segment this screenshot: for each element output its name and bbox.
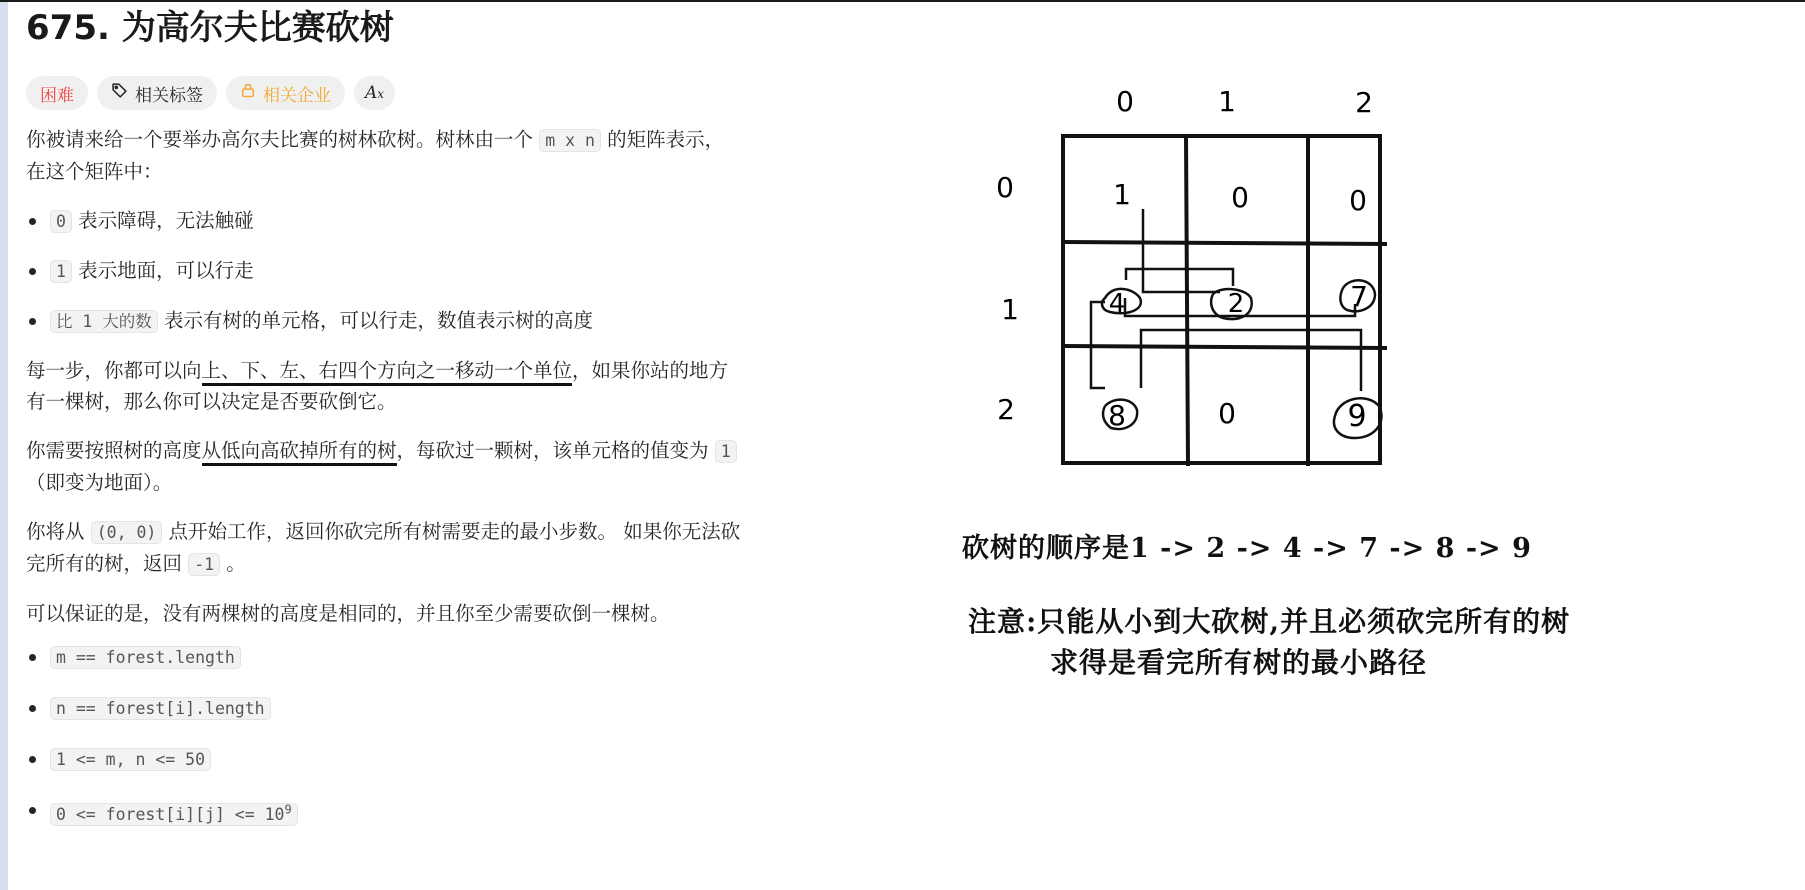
cell-value: 0 [1218,397,1236,430]
constraint-item: 0 <= forest[i][j] <= $10^9$ [26,794,746,830]
col-label: 1 [1218,85,1236,118]
cell-value: 7 [1350,280,1368,313]
related-companies-button[interactable] [226,76,345,110]
constraint-note-line1: 注意:只能从小到大砍树,并且必须砍完所有的树 [968,605,1571,638]
left-rail [0,0,8,890]
underlined-annotation: 从低向高砍掉所有的树 [202,439,397,466]
constraint-item: n == forest[i].length [26,692,746,724]
lock-icon [240,82,256,104]
constraint-item: m == forest.length [26,641,746,673]
difficulty-label: 困难 [40,85,74,106]
rule-item: 比 1 大的数 表示有树的单元格，可以行走，数值表示树的高度 [26,305,746,337]
cell-value: 4 [1108,289,1126,319]
inline-code: m x n [539,129,601,152]
translate-button[interactable] [354,76,395,110]
related-tags-label: 相关标签 [135,85,203,106]
path-lines [1091,209,1361,391]
col-label: 2 [1355,86,1373,119]
forest-grid-diagram [955,66,1495,476]
cut-order-note: 砍树的顺序是1 -> 2 -> 4 -> 7 -> 8 -> 9 [962,533,1532,564]
start-paragraph: 你将从 (0, 0) 点开始工作，返回你砍完所有树需要走的最小步数。 如果你无法砍完所有的树，返回 -1 。 [26,520,741,575]
rule-item: 0 表示障碍，无法触碰 [26,205,746,237]
cell-value: 0 [1231,181,1249,214]
row-label: 1 [1001,293,1019,326]
problem-title[interactable]: 675. 为高尔夫比赛砍树 [26,8,394,48]
tag-icon [111,82,128,104]
cell-value: 9 [1347,399,1367,434]
rule-list [26,205,746,337]
difficulty-badge[interactable] [26,76,88,110]
problem-description-panel [26,4,746,849]
underlined-annotation: 上、下、左、右四个方向之一移动一个单位 [202,359,573,386]
step-paragraph: 每一步，你都可以向上、下、左、右四个方向之一移动一个单位，如果你站的地方有一棵树，那么你可以决定是否要砍倒它。 [26,359,729,413]
problem-body [26,124,746,830]
cell-value: 0 [1349,184,1367,217]
guarantee-paragraph: 可以保证的是，没有两棵树的高度是相同的，并且你至少需要砍倒一棵树。 [26,602,670,625]
cell-value: 8 [1108,399,1126,432]
top-divider [0,0,1805,2]
row-label: 0 [996,171,1014,204]
cell-value: 1 [1113,178,1131,211]
rule-item: 1 表示地面，可以行走 [26,255,746,287]
row-label: 2 [997,393,1015,426]
order-paragraph: 你需要按照树的高度从低向高砍掉所有的树，每砍过一颗树，该单元格的值变为 1（即变为地面）。 [26,435,746,498]
tag-row [26,76,746,110]
related-companies-label: 相关企业 [263,85,331,106]
cell-value: 2 [1227,289,1245,319]
related-tags-button[interactable] [97,76,217,110]
translate-icon: Ax [365,83,385,103]
intro-paragraph: 你被请来给一个要举办高尔夫比赛的树林砍树。树林由一个 m x n 的矩阵表示， 在这个矩阵中： [26,128,725,183]
constraint-item: 1 <= m, n <= 50 [26,743,746,775]
col-label: 0 [1116,85,1134,118]
constraint-list [26,641,746,830]
constraint-note-line2: 求得是看完所有树的最小路径 [1050,646,1428,679]
